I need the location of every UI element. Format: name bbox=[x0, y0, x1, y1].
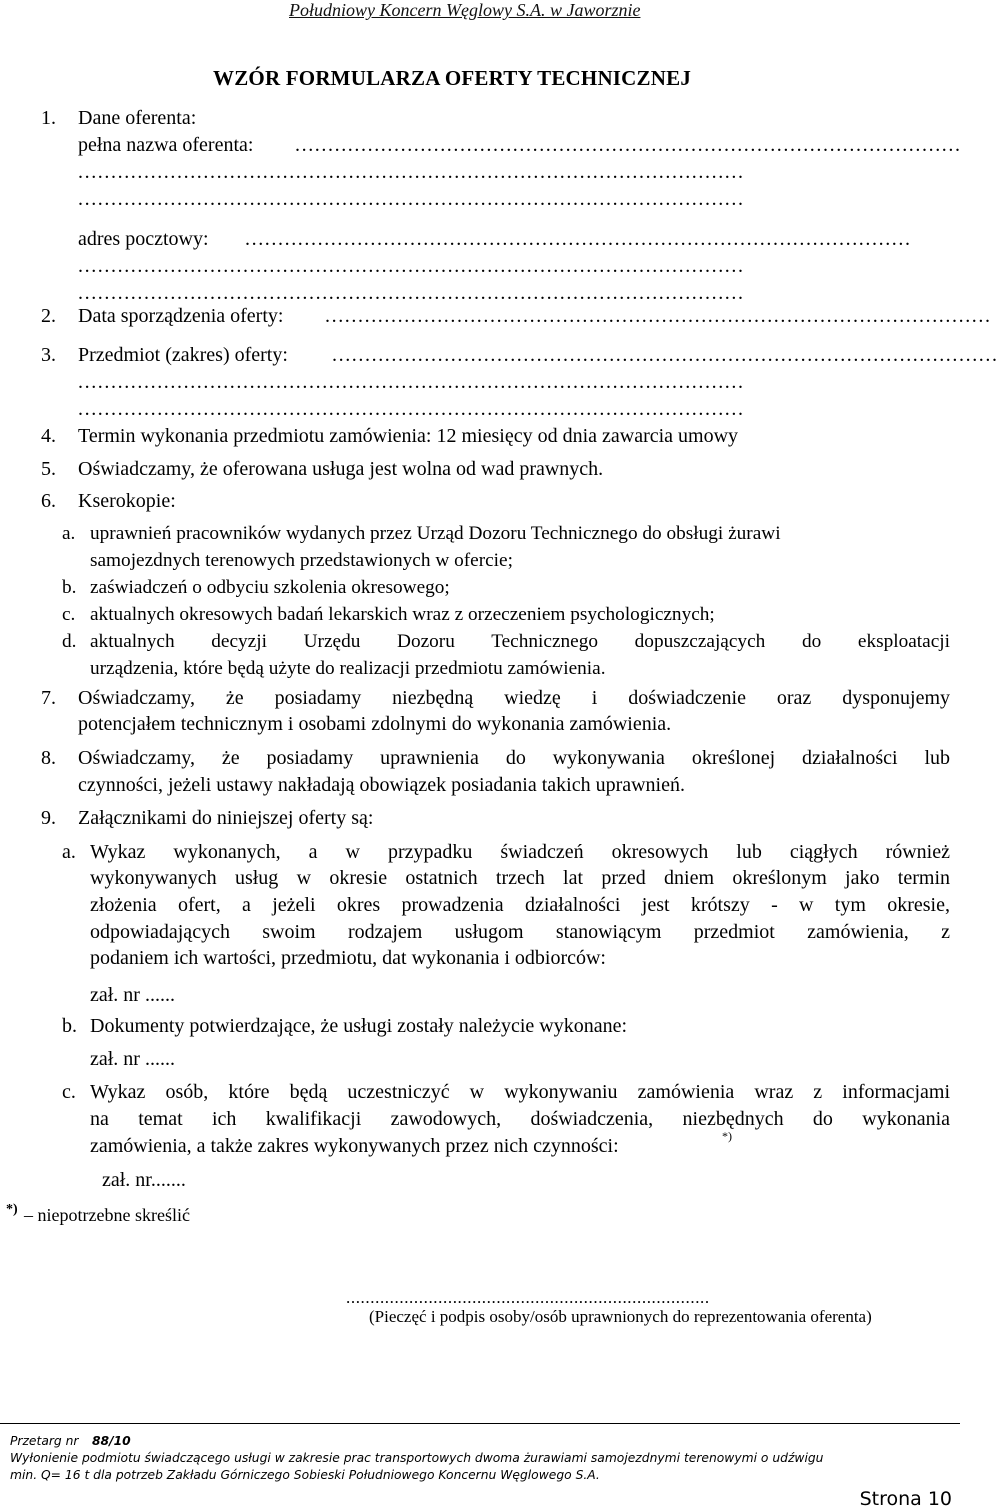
footnote-text: – niepotrzebne skreślić bbox=[24, 1205, 190, 1225]
item-2-label: Data sporządzenia oferty: bbox=[78, 305, 284, 327]
full-name-dots-3[interactable]: ..................................................................................................... bbox=[78, 188, 745, 210]
item-9a-line5: podaniem ich wartości, przedmiotu, dat wykonania i odbiorców: bbox=[90, 947, 606, 969]
item-9a-letter: a. bbox=[62, 841, 76, 863]
item-6b-letter: b. bbox=[62, 577, 77, 598]
attachment-b-number: zał. nr ...... bbox=[90, 1048, 175, 1070]
company-header: Południowy Koncern Węglowy S.A. w Jaworznie bbox=[289, 0, 641, 20]
item-6c-line1: aktualnych okresowych badań lekarskich wraz z orzeczeniem psychologicznych; bbox=[90, 604, 715, 625]
item-6d-line1: aktualnych decyzji Urzędu Dozoru Technicznego dopuszczających do eksploatacji bbox=[90, 631, 950, 652]
item-6c-letter: c. bbox=[62, 604, 76, 625]
attachment-c-number: zał. nr....... bbox=[102, 1169, 186, 1191]
item-9a-line2: wykonywanych usług w okresie ostatnich trzech lat przed dniem określonym jako termin bbox=[90, 867, 950, 889]
item-6-number: 6. bbox=[41, 490, 56, 512]
item-2-number: 2. bbox=[41, 305, 56, 327]
footer-description-line1: Wyłonienie podmiotu świadczącego usługi w zakresie prac transportowych dwoma żurawiami samojezdnymi terenowymi o udźwigu bbox=[10, 1451, 824, 1465]
item-6b-line1: zaświadczeń o odbyciu szkolenia okresowego; bbox=[90, 577, 450, 598]
page-number: Strona 10 bbox=[859, 1488, 952, 1510]
item-9c-line1: Wykaz osób, które będą uczestniczyć w wykonywaniu zamówienia wraz z informacjami bbox=[90, 1081, 950, 1103]
item-9-number: 9. bbox=[41, 807, 56, 829]
address-dots-1[interactable]: ..................................................................................................... bbox=[245, 228, 912, 250]
item-7-number: 7. bbox=[41, 687, 56, 709]
item-9c-letter: c. bbox=[62, 1081, 76, 1103]
footer-description-line2: min. Q= 16 t dla potrzeb Zakładu Górniczego Sobieski Południowego Koncernu Węglowego S.A. bbox=[10, 1468, 600, 1482]
item-9c-line2: na temat ich kwalifikacji zawodowych, doświadczenia, niezbędnych do wykonania bbox=[90, 1108, 950, 1130]
footnote-mark: *) bbox=[6, 1202, 18, 1217]
address-dots-3[interactable]: ..................................................................................................... bbox=[78, 282, 745, 304]
signature-dots[interactable]: ........................................................................... bbox=[346, 1288, 710, 1307]
item-4-number: 4. bbox=[41, 425, 56, 447]
item-9b-line1: Dokumenty potwierdzające, że usługi zostały należycie wykonane: bbox=[90, 1015, 628, 1037]
full-name-label: pełna nazwa oferenta: bbox=[78, 134, 254, 156]
item-6-label: Kserokopie: bbox=[78, 490, 176, 512]
tender-number: 88/10 bbox=[92, 1434, 131, 1448]
subject-dots-3[interactable]: ..................................................................................................... bbox=[78, 398, 745, 420]
attachment-a-number: zał. nr ...... bbox=[90, 984, 175, 1006]
footer-rule bbox=[0, 1423, 960, 1424]
item-9a-line4: odpowiadających swoim rodzajem usługom stanowiącym przedmiot zamówienia, z bbox=[90, 921, 950, 943]
item-6a-letter: a. bbox=[62, 523, 76, 544]
item-4-text: Termin wykonania przedmiotu zamówienia: 12 miesięcy od dnia zawarcia umowy bbox=[78, 425, 739, 447]
item-7-line1: Oświadczamy, że posiadamy niezbędną wiedzę i doświadczenie oraz dysponujemy bbox=[78, 687, 950, 709]
item-9a-line1: Wykaz wykonanych, a w przypadku świadczeń okresowych lub ciągłych również bbox=[90, 841, 950, 863]
full-name-dots-2[interactable]: ..................................................................................................... bbox=[78, 161, 745, 183]
document-title: WZÓR FORMULARZA OFERTY TECHNICZNEJ bbox=[213, 66, 692, 90]
item-8-line2: czynności, jeżeli ustawy nakładają obowiązek posiadania takich uprawnień. bbox=[78, 774, 685, 796]
item-5-text: Oświadczamy, że oferowana usługa jest wolna od wad prawnych. bbox=[78, 458, 604, 480]
item-7-line2: potencjałem technicznym i osobami zdolnymi do wykonania zamówienia. bbox=[78, 713, 672, 735]
date-dots[interactable]: ..................................................................................................... bbox=[325, 305, 992, 327]
item-8-number: 8. bbox=[41, 747, 56, 769]
full-name-dots-1[interactable]: ..................................................................................................... bbox=[295, 134, 962, 156]
address-dots-2[interactable]: ..................................................................................................... bbox=[78, 255, 745, 277]
item-6a-line1: uprawnień pracowników wydanych przez Urząd Dozoru Technicznego do obsługi żurawi bbox=[90, 523, 781, 544]
signature-caption: (Pieczęć i podpis osoby/osób uprawnionych do reprezentowania oferenta) bbox=[369, 1307, 872, 1326]
tender-label: Przetarg nr bbox=[10, 1434, 79, 1448]
subject-dots-2[interactable]: ..................................................................................................... bbox=[78, 371, 745, 393]
item-9b-letter: b. bbox=[62, 1015, 77, 1037]
item-9-label: Załącznikami do niniejszej oferty są: bbox=[78, 807, 374, 829]
item-9c-footnote-mark: *) bbox=[722, 1129, 732, 1143]
item-1-label: Dane oferenta: bbox=[78, 107, 197, 129]
item-6a-line2: samojezdnych terenowych przedstawionych w ofercie; bbox=[90, 550, 513, 571]
postal-address-label: adres pocztowy: bbox=[78, 228, 209, 250]
item-3-number: 3. bbox=[41, 344, 56, 366]
subject-dots-1[interactable]: ..................................................................................................... bbox=[332, 344, 999, 366]
item-9a-line3: złożenia ofert, a jeżeli okres prowadzenia działalności jest krótszy - w tym okresie, bbox=[90, 894, 950, 916]
item-9c-line3: zamówienia, a także zakres wykonywanych przez nich czynności: bbox=[90, 1135, 619, 1157]
item-6d-line2: urządzenia, które będą użyte do realizacji przedmiotu zamówienia. bbox=[90, 658, 606, 679]
item-6d-letter: d. bbox=[62, 631, 77, 652]
item-1-number: 1. bbox=[41, 107, 56, 129]
item-3-label: Przedmiot (zakres) oferty: bbox=[78, 344, 288, 366]
item-8-line1: Oświadczamy, że posiadamy uprawnienia do wykonywania określonej działalności lub bbox=[78, 747, 950, 769]
item-5-number: 5. bbox=[41, 458, 56, 480]
